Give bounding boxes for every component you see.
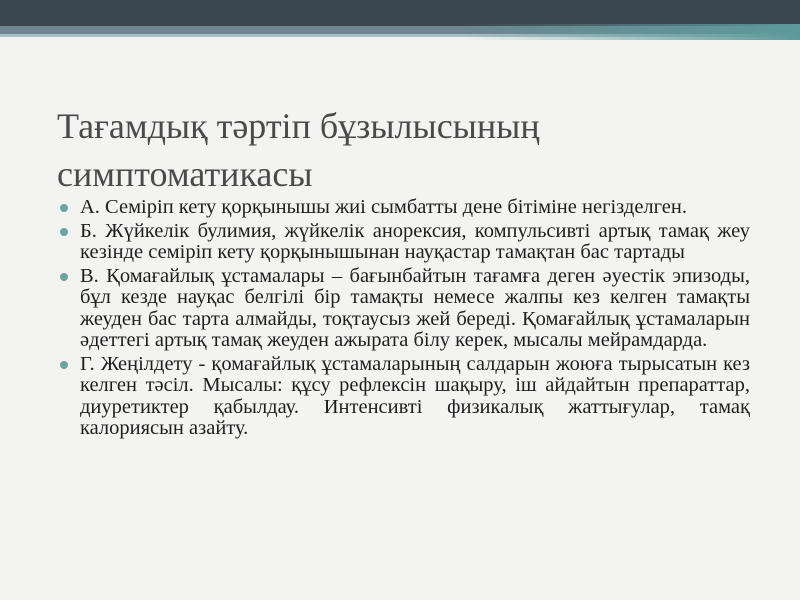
list-item [60,266,750,352]
bullet-list [60,197,750,442]
list-item [60,221,750,264]
bullet-dot-icon [60,204,68,212]
bullet-text-b: Б. Жүйкелік булимия, жүйкелік анорексия, компульсивті артық тамақ жеу кезінде семіріп кету қорқынышынан науқастар тамақтан бас тартады [80,219,750,263]
bullet-dot-icon [60,228,68,236]
bullet-text-v: В. Қомағайлық ұстамалары – бағынбайтын тағамға деген әуестік эпизоды, бұл кезде науқас белгілі бір тамақты немесе жалпы кез келген тамақты жеуден бас тарта алмайды, тоқтаусыз жей береді. Қомағайлық ұстамаларын әдеттегі артық тамақ жеуден ажырата білу керек, мысалы мейрамдарда. [80,264,750,351]
bullet-text-a: А. Семіріп кету қорқынышы жиі сымбатты дене бітіміне негізделген. [80,196,687,218]
bullet-text-g: Г. Жеңілдету - қомағайлық ұстамаларының салдарын жоюға тырысатын кез келген тәсіл. Мысалы: құсу рефлексін шақыру, іш айдайтын препараттар, диуретиктер қабылдау. Интенсивті физикалық жаттығулар, тамақ калориясын азайту. [80,352,750,439]
list-item [60,354,750,440]
header-band-dark [0,0,800,26]
header-band-accent [460,24,800,40]
slide-title-line-1: Тағамдық тәртіп бұзылысының [57,106,540,146]
list-item [60,197,750,219]
bullet-dot-icon [60,273,68,281]
slide-title-line-2: симптоматикасы [57,154,313,194]
slide-title [57,102,747,198]
bullet-dot-icon [60,361,68,369]
